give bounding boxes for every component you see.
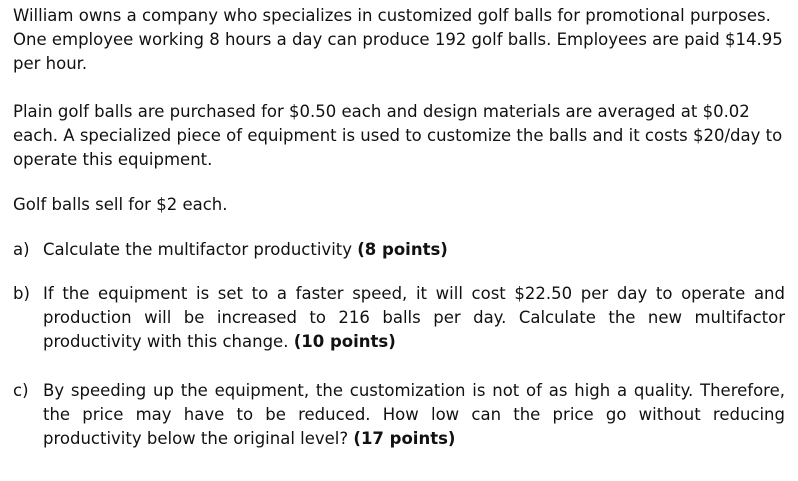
question-c-label: c)	[13, 381, 29, 400]
question-a-text-wrap	[43, 238, 785, 262]
question-c-points: (17 points)	[353, 429, 456, 448]
question-b-points: (10 points)	[293, 332, 396, 351]
document-body	[13, 4, 785, 451]
question-a-label: a)	[13, 240, 30, 259]
question-c-text: By speeding up the equipment, the customization is not of as high a quality. Therefore, the price may have to be reduced. How low can the price go without reducing productivity below the original level?	[43, 381, 785, 448]
question-b-label: b)	[13, 284, 30, 303]
intro-paragraph-1: William owns a company who specializes in customized golf balls for promotional purposes. One employee working 8 hours a day can produce 192 golf balls. Employees are paid $14.95 per hour.	[13, 6, 783, 73]
intro-paragraph-3: Golf balls sell for $2 each.	[13, 195, 228, 214]
question-c-text-wrap	[43, 379, 785, 451]
intro-paragraph-2: Plain golf balls are purchased for $0.50 each and design materials are averaged at $0.02 each. A specialized piece of equipment is used to customize the balls and it costs $20/day to operate this equipment.	[13, 102, 783, 169]
question-a-points: (8 points)	[357, 240, 448, 259]
question-a	[13, 238, 785, 262]
question-a-text: Calculate the multifactor productivity	[43, 240, 353, 259]
question-b-text-wrap	[43, 282, 785, 354]
question-c	[13, 379, 785, 451]
question-b	[13, 282, 785, 354]
question-b-text: If the equipment is set to a faster speed, it will cost $22.50 per day to operate and production will be increased to 216 balls per day. Calculate the new multifactor productivity with this change.	[43, 284, 785, 351]
